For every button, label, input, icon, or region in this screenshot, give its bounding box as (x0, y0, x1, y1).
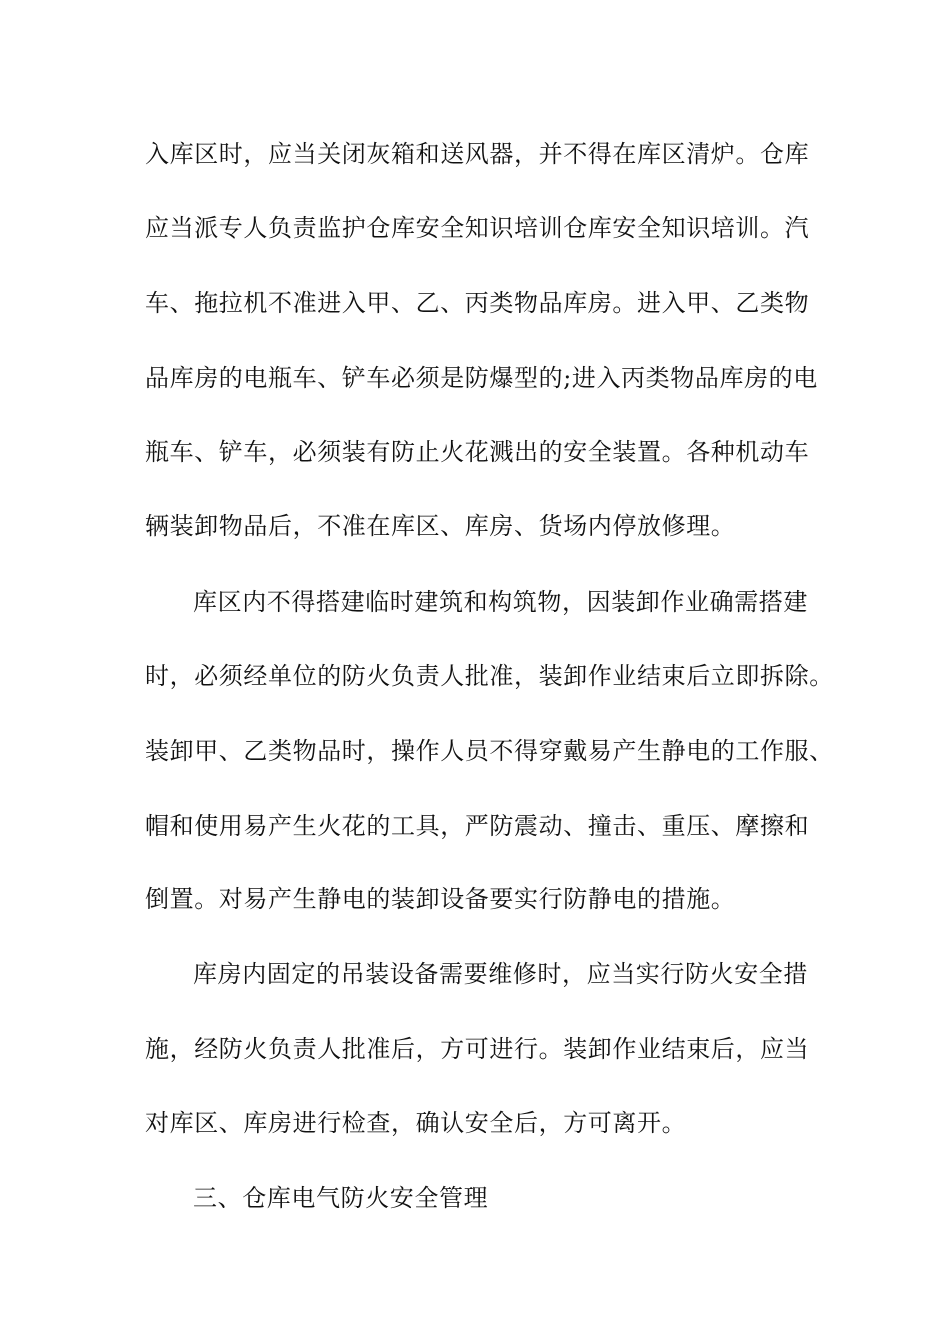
paragraph-1-line-4: 品库房的电瓶车、铲车必须是防爆型的;进入丙类物品库房的电 (145, 364, 818, 392)
paragraph-3-line-1: 库房内固定的吊装设备需要维修时，应当实行防火安全措 (193, 960, 808, 988)
paragraph-1-line-2: 应当派专人负责监护仓库安全知识培训仓库安全知识培训。汽 (145, 214, 810, 242)
section-heading: 三、仓库电气防火安全管理 (193, 1184, 489, 1212)
paragraph-2-line-4: 帽和使用易产生火花的工具，严防震动、撞击、重压、摩擦和 (145, 812, 810, 840)
paragraph-1-line-5: 瓶车、铲车，必须装有防止火花溅出的安全装置。各种机动车 (145, 438, 810, 466)
paragraph-2-line-1: 库区内不得搭建临时建筑和构筑物，因装卸作业确需搭建 (193, 588, 808, 616)
paragraph-1-line-3: 车、拖拉机不准进入甲、乙、丙类物品库房。进入甲、乙类物 (145, 289, 810, 317)
paragraph-3-line-2: 施，经防火负责人批准后，方可进行。装卸作业结束后，应当 (145, 1035, 810, 1063)
paragraph-2-line-2: 时，必须经单位的防火负责人批准，装卸作业结束后立即拆除。 (145, 662, 834, 690)
paragraph-2-line-5: 倒置。对易产生静电的装卸设备要实行防静电的措施。 (145, 885, 736, 913)
paragraph-1-line-1: 入库区时，应当关闭灰箱和送风器，并不得在库区清炉。仓库 (145, 140, 810, 168)
paragraph-1-line-6: 辆装卸物品后，不准在库区、库房、货场内停放修理。 (145, 512, 736, 540)
paragraph-2-line-3: 装卸甲、乙类物品时，操作人员不得穿戴易产生静电的工作服、 (145, 737, 834, 765)
paragraph-3-line-3: 对库区、库房进行检查，确认安全后，方可离开。 (145, 1109, 687, 1137)
